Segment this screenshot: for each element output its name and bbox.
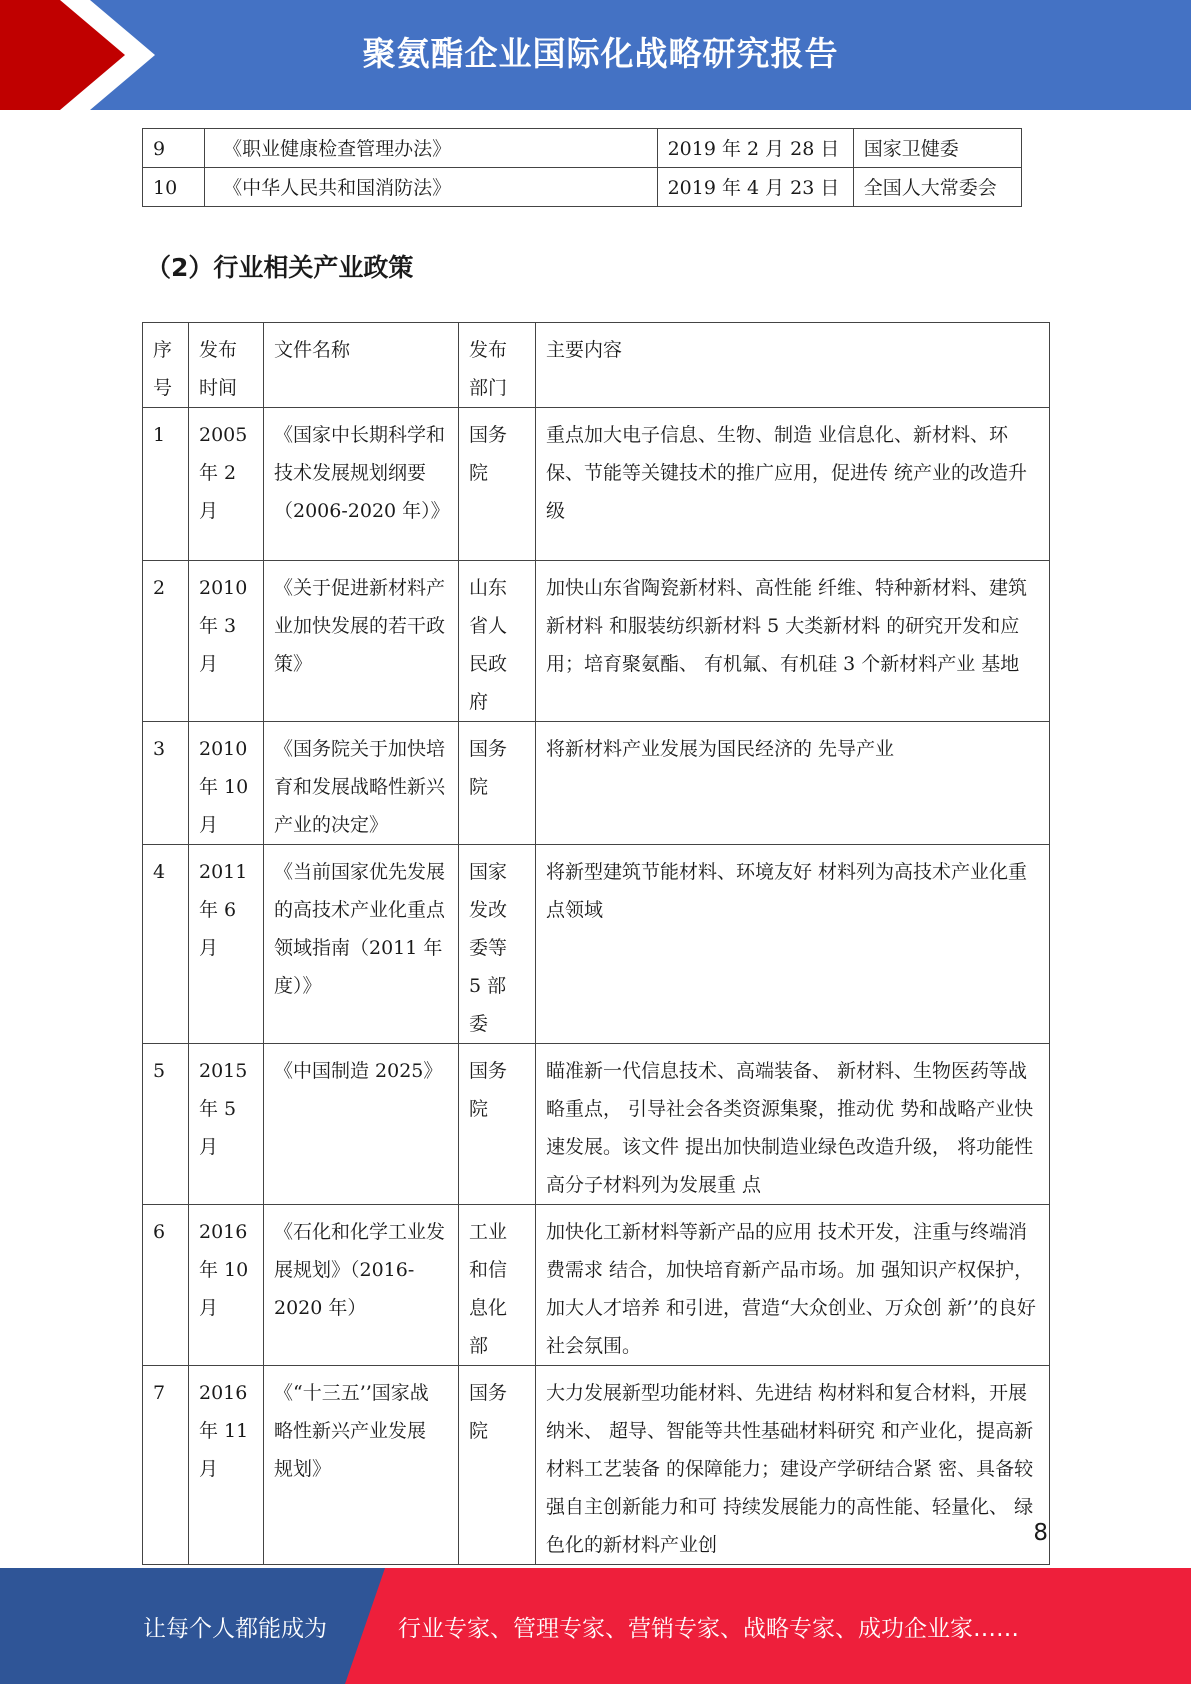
document-name: 《当前国家优先发展的高技术产业化重点领域指南（2011 年度）》	[264, 845, 459, 1044]
issuing-department: 国务院	[459, 408, 536, 561]
issuing-department: 国务院	[459, 1044, 536, 1205]
issuing-department: 全国人大常委会	[853, 168, 1021, 207]
document-name: 《石化和化学工业发展规划》（2016-2020 年）	[264, 1205, 459, 1366]
header-time: 发布时间	[189, 323, 264, 408]
regulation-table-continued	[142, 128, 1022, 207]
row-number: 1	[143, 408, 189, 561]
table-row	[143, 168, 1022, 207]
footer-slogan-right: 行业专家、管理专家、营销专家、战略专家、成功企业家……	[398, 1616, 1019, 1642]
document-name: 《国务院关于加快培育和发展战略性新兴产业的决定》	[264, 722, 459, 845]
publish-time: 2010 年 3 月	[189, 561, 264, 722]
document-name: 《关于促进新材料产业加快发展的若干政策》	[264, 561, 459, 722]
main-content: 大力发展新型功能材料、先进结 构材料和复合材料，开展纳米、 超导、智能等共性基础材料研究 和产业化，提高新材料工艺装备 的保障能力；建设产学研结合紧 密、具备较强自主创新能力和可 持续发展能力的高性能、轻量化、 绿色化的新材料产业创	[536, 1366, 1050, 1565]
report-title: 聚氨酯企业国际化战略研究报告	[362, 34, 839, 73]
main-content: 将新材料产业发展为国民经济的 先导产业	[536, 722, 1050, 845]
table-row	[143, 408, 1050, 561]
table-header-row	[143, 323, 1050, 408]
document-name: 《职业健康检查管理办法》	[205, 129, 658, 168]
issuing-department: 国家发改委等 5 部委	[459, 845, 536, 1044]
header-no: 序号	[143, 323, 189, 408]
table-row	[143, 129, 1022, 168]
table-row	[143, 1205, 1050, 1366]
document-name: 《中华人民共和国消防法》	[205, 168, 658, 207]
publish-time: 2011 年 6 月	[189, 845, 264, 1044]
table-row	[143, 1044, 1050, 1205]
publish-time: 2010 年 10 月	[189, 722, 264, 845]
issuing-department: 国务院	[459, 1366, 536, 1565]
issue-date: 2019 年 2 月 28 日	[657, 129, 853, 168]
issuing-department: 工业和信息化部	[459, 1205, 536, 1366]
main-content: 加快山东省陶瓷新材料、高性能 纤维、特种新材料、建筑新材料 和服装纺织新材料 5 大类新材料 的研究开发和应用；培育聚氨酯、 有机氟、有机硅 3 个新材料产业 基地	[536, 561, 1050, 722]
industry-policy-table	[142, 322, 1050, 1565]
main-content: 将新型建筑节能材料、环境友好 材料列为高技术产业化重点领域	[536, 845, 1050, 1044]
page-footer	[0, 1568, 1191, 1684]
publish-time: 2015 年 5 月	[189, 1044, 264, 1205]
row-number: 6	[143, 1205, 189, 1366]
row-number: 5	[143, 1044, 189, 1205]
table-row	[143, 1366, 1050, 1565]
section-heading: （2）行业相关产业政策	[146, 253, 414, 282]
document-name: 《中国制造 2025》	[264, 1044, 459, 1205]
table-row	[143, 722, 1050, 845]
row-number: 2	[143, 561, 189, 722]
row-number: 9	[143, 129, 205, 168]
header-content: 主要内容	[536, 323, 1050, 408]
publish-time: 2005 年 2 月	[189, 408, 264, 561]
page-number: 8	[1033, 1520, 1048, 1546]
row-number: 7	[143, 1366, 189, 1565]
row-number: 3	[143, 722, 189, 845]
issuing-department: 国务院	[459, 722, 536, 845]
document-name: 《国家中长期科学和技术发展规划纲要（2006-2020 年）》	[264, 408, 459, 561]
main-content: 重点加大电子信息、生物、制造 业信息化、新材料、环保、节能等关键技术的推广应用，促进传 统产业的改造升级	[536, 408, 1050, 561]
issuing-department: 国家卫健委	[853, 129, 1021, 168]
main-content: 加快化工新材料等新产品的应用 技术开发，注重与终端消费需求 结合，加快培育新产品市场。加 强知识产权保护，加大人才培养 和引进，营造“大众创业、万众创 新’’的良好社会氛围。	[536, 1205, 1050, 1366]
table-row	[143, 845, 1050, 1044]
table-row	[143, 561, 1050, 722]
page-header	[0, 0, 1191, 110]
publish-time: 2016 年 11 月	[189, 1366, 264, 1565]
document-name: 《“十三五’’国家战 略性新兴产业发展 规划》	[264, 1366, 459, 1565]
header-name: 文件名称	[264, 323, 459, 408]
issue-date: 2019 年 4 月 23 日	[657, 168, 853, 207]
publish-time: 2016 年 10 月	[189, 1205, 264, 1366]
row-number: 4	[143, 845, 189, 1044]
row-number: 10	[143, 168, 205, 207]
footer-slogan-left: 让每个人都能成为	[143, 1616, 327, 1642]
main-content: 瞄准新一代信息技术、高端装备、 新材料、生物医药等战略重点， 引导社会各类资源集聚，推动优 势和战略产业快速发展。该文件 提出加快制造业绿色改造升级， 将功能性高分子材料列为发展重 点	[536, 1044, 1050, 1205]
issuing-department: 山东省人民政府	[459, 561, 536, 722]
header-dept: 发布部门	[459, 323, 536, 408]
